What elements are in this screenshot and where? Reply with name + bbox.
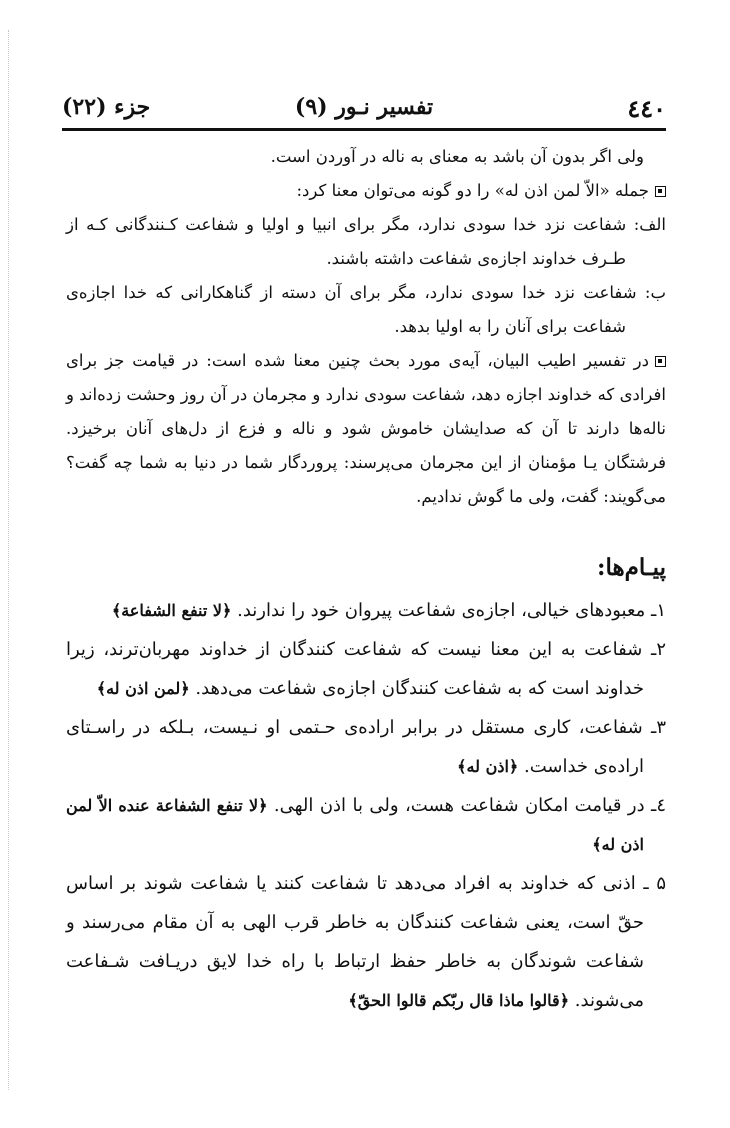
paragraph [66,174,666,208]
paragraph [66,276,666,344]
quran-quote: ﴿لمن اذن له﴾ [96,679,190,698]
section-heading: پیـام‌ها: [597,554,666,581]
paragraph-text: ولی اگر بدون آن باشد به معنای به ناله در آوردن است. [270,147,644,166]
square-bullet-icon [655,186,666,197]
message-item [66,786,666,864]
paragraph [66,140,666,174]
message-text: ۳ـ شفاعت، کاری مستقل در برابر اراده‌ی حـتمی او نـیست، بـلکه در راسـتای اراده‌ی خداست. [66,717,666,777]
scan-margin [8,30,10,1090]
paragraph-text: در تفسیر اطیب البیان، آیه‌ی مورد بحث چنین معنا شده است: در قیامت جز برای افرادی که خداوند اجازه دهد، شفاعت سودی ندارد و مجرمان در آن روز وحشت زده‌اند و ناله‌ها دارند تا آن که صدایشان خاموش شود و ناله و فزع از دل‌های آنان برخیزد. فرشتگان یـا مؤمنان از این مجرمان می‌پرسند: پروردگار شما در دنیا به شما چه گفت؟ می‌گویند: گفت، ولی ما گوش ندادیم. [66,351,666,506]
message-text: ۵ ـ اذنی که خداوند به افراد می‌دهد تا شفاعت کنند یا شفاعت شوند بر اساس حقّ است، یعنی شفاعت کنندگان به خاطر قرب الهی به آن مقام می‌رسند و شفاعت شوندگان به خاطر حفظ ارتباط با راه خدا لایق دریـافت شـفاعت می‌شوند. [66,873,666,1011]
paragraph [66,344,666,514]
quran-quote: ﴿اذن له﴾ [457,757,519,776]
quran-quote: ﴿قالوا ماذا قال ربّکم قالوا الحقّ﴾ [348,991,570,1010]
quran-quote: ﴿لا تنفع الشفاعة﴾ [111,601,232,620]
quran-quote: ﴿لا تنفع الشفاعة عنده الاّ لمن اذن له﴾ [66,796,644,854]
commentary-body [66,140,666,514]
message-item [66,708,666,786]
paragraph [66,208,666,276]
message-item [66,864,666,1020]
header-divider [62,128,666,131]
page-number: ٤٤٠ [627,94,666,123]
paragraph-text: جمله «الاّ لمن اذن له» را دو گونه می‌توان معنا کرد: [296,181,649,200]
book-title: تفسیر نـور (۹) [294,94,434,120]
message-item [66,630,666,708]
messages-section [66,548,666,1020]
paragraph-text: الف: شفاعت نزد خدا سودی ندارد، مگر برای انبیا و اولیا و شفاعت کـنندگانی کـه از طـرف خداوند اجازه‌ی شفاعت داشته باشند. [66,215,666,268]
part-label: جزء (۲۲) [62,94,151,120]
square-bullet-icon [655,356,666,367]
page-header [62,92,666,130]
message-text: ۱ـ معبودهای خیالی، اجازه‌ی شفاعت پیروان خود را ندارند. [231,600,666,621]
message-text: ۲ـ شفاعت به این معنا نیست که شفاعت کنندگان از خداوند مهربان‌ترند، زیرا خداوند است که به شفاعت کنندگان اجازه‌ی شفاعت می‌دهد. [66,639,666,699]
message-text: ٤ـ در قیامت امکان شفاعت هست، ولی با اذن الهی. [267,795,666,816]
message-item [66,591,666,630]
paragraph-text: ب: شفاعت نزد خدا سودی ندارد، مگر برای آن دسته از گناهکارانی که خدا اجازه‌ی شفاعت برای آنان را به اولیا بدهد. [66,283,666,336]
